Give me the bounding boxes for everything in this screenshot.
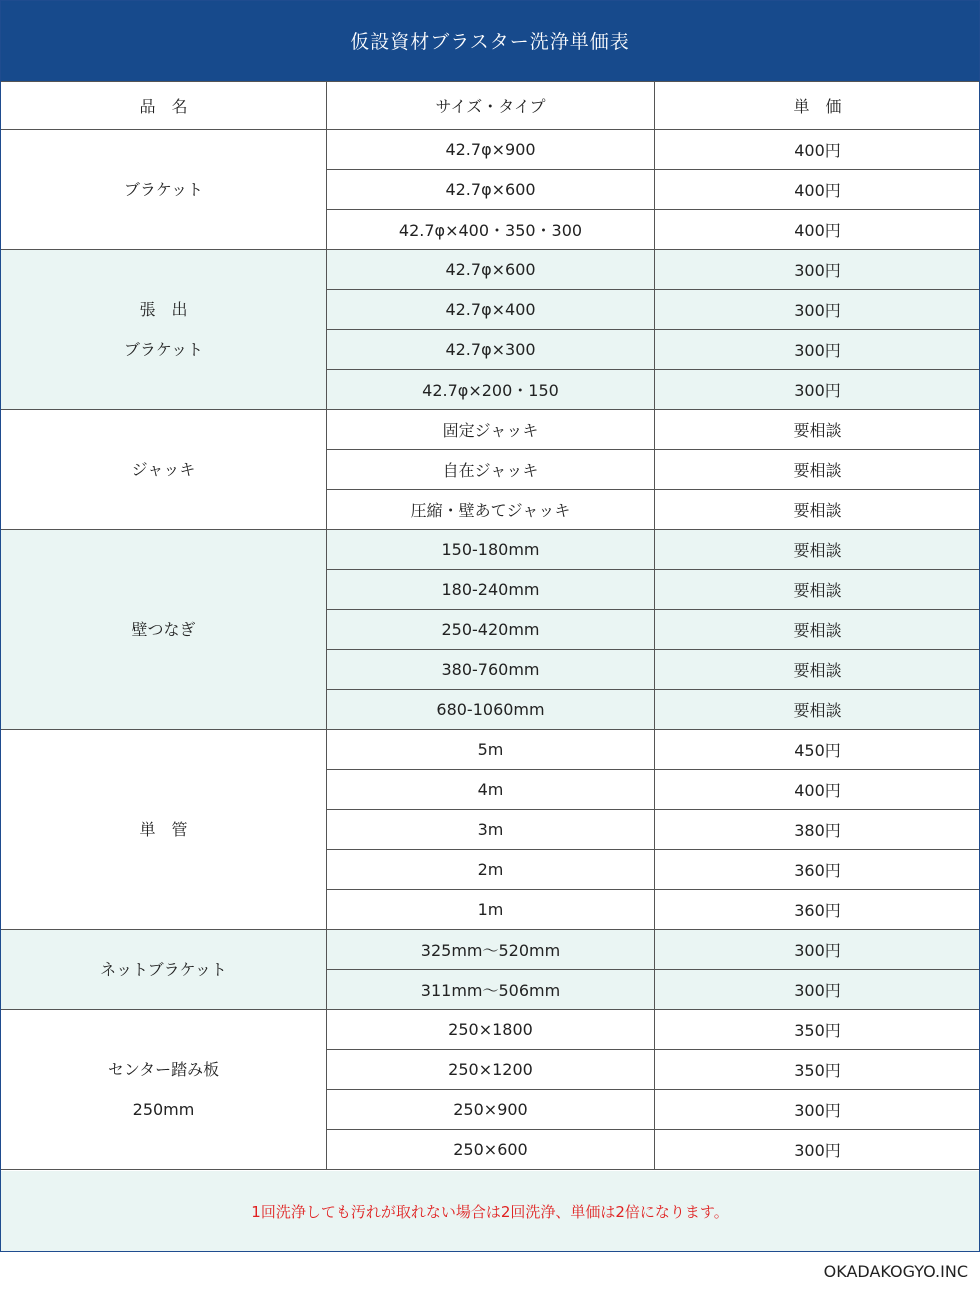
size-type-cell: 250-420mm [327, 610, 655, 650]
unit-price-cell: 要相談 [655, 690, 980, 730]
unit-price-cell: 400円 [655, 210, 980, 250]
table-row [1, 530, 980, 570]
item-name-cell [1, 530, 327, 730]
company-name: OKADAKOGYO.INC [823, 1262, 968, 1281]
size-type-cell: 3m [327, 810, 655, 850]
unit-price-cell: 要相談 [655, 530, 980, 570]
size-type-cell: 380-760mm [327, 650, 655, 690]
unit-price-cell: 300円 [655, 250, 980, 290]
size-type-cell: 42.7φ×600 [327, 250, 655, 290]
item-name-line: 単 管 [139, 819, 188, 839]
unit-price-cell: 要相談 [655, 490, 980, 530]
size-type-cell: 325mm～520mm [327, 930, 655, 970]
table-header-row [1, 82, 980, 130]
unit-price-cell: 360円 [655, 890, 980, 930]
unit-price-cell: 300円 [655, 970, 980, 1010]
item-name-line: ネットブラケット [100, 959, 227, 979]
unit-price-cell: 400円 [655, 170, 980, 210]
item-name-cell [1, 730, 327, 930]
size-type-cell: 180-240mm [327, 570, 655, 610]
unit-price-cell: 350円 [655, 1010, 980, 1050]
size-type-cell: 311mm～506mm [327, 970, 655, 1010]
item-name-line: ブラケット [123, 339, 204, 359]
size-type-cell: 42.7φ×600 [327, 170, 655, 210]
size-type-cell: 42.7φ×300 [327, 330, 655, 370]
size-type-cell: 1m [327, 890, 655, 930]
unit-price-cell: 300円 [655, 290, 980, 330]
item-name-cell [1, 1010, 327, 1170]
size-type-cell: 自在ジャッキ [327, 450, 655, 490]
size-type-cell: 250×600 [327, 1130, 655, 1170]
unit-price-cell: 300円 [655, 1130, 980, 1170]
size-type-cell: 4m [327, 770, 655, 810]
header-unit-price: 単 価 [655, 82, 980, 130]
size-type-cell: 固定ジャッキ [327, 410, 655, 450]
page-title: 仮設資材ブラスター洗浄単価表 [0, 0, 980, 81]
item-name-cell [1, 930, 327, 1010]
item-name-cell [1, 130, 327, 250]
table-row [1, 1010, 980, 1050]
note-text: 1回洗浄しても汚れが取れない場合は2回洗浄、単価は2倍になります。 [0, 1171, 980, 1252]
size-type-cell: 42.7φ×200・150 [327, 370, 655, 410]
unit-price-cell: 300円 [655, 330, 980, 370]
item-name-line: ブラケット [123, 179, 204, 199]
unit-price-cell: 要相談 [655, 410, 980, 450]
unit-price-cell: 300円 [655, 1090, 980, 1130]
table-row [1, 130, 980, 170]
unit-price-cell: 要相談 [655, 450, 980, 490]
item-name-cell [1, 410, 327, 530]
size-type-cell: 42.7φ×400 [327, 290, 655, 330]
size-type-cell: 680-1060mm [327, 690, 655, 730]
unit-price-cell: 300円 [655, 930, 980, 970]
header-item-name: 品 名 [1, 82, 327, 130]
unit-price-cell: 450円 [655, 730, 980, 770]
price-table [0, 81, 980, 1170]
item-name-cell [1, 250, 327, 410]
size-type-cell: 250×1200 [327, 1050, 655, 1090]
size-type-cell: 150-180mm [327, 530, 655, 570]
item-name-line: ジャッキ [131, 459, 196, 479]
size-type-cell: 5m [327, 730, 655, 770]
size-type-cell: 42.7φ×900 [327, 130, 655, 170]
size-type-cell: 42.7φ×400・350・300 [327, 210, 655, 250]
item-name-line: 壁つなぎ [131, 619, 196, 639]
size-type-cell: 250×1800 [327, 1010, 655, 1050]
item-name-line: 250mm [132, 1099, 195, 1119]
unit-price-cell: 380円 [655, 810, 980, 850]
unit-price-cell: 要相談 [655, 650, 980, 690]
table-row [1, 930, 980, 970]
unit-price-cell: 400円 [655, 770, 980, 810]
size-type-cell: 圧縮・壁あてジャッキ [327, 490, 655, 530]
unit-price-cell: 360円 [655, 850, 980, 890]
unit-price-cell: 350円 [655, 1050, 980, 1090]
unit-price-cell: 400円 [655, 130, 980, 170]
unit-price-cell: 300円 [655, 370, 980, 410]
table-row [1, 250, 980, 290]
header-size-type: サイズ・タイプ [327, 82, 655, 130]
size-type-cell: 250×900 [327, 1090, 655, 1130]
item-name-line: 張 出 [139, 299, 188, 319]
unit-price-cell: 要相談 [655, 610, 980, 650]
table-row [1, 730, 980, 770]
size-type-cell: 2m [327, 850, 655, 890]
item-name-line: センター踏み板 [107, 1059, 220, 1079]
unit-price-cell: 要相談 [655, 570, 980, 610]
table-row [1, 410, 980, 450]
table-body [1, 130, 980, 1170]
